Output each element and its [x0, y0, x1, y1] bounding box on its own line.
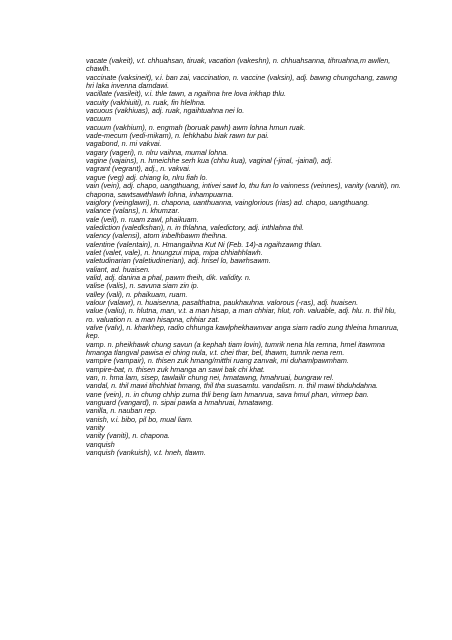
dictionary-entry: vanquish (vankuish), v.t. hneh, tlawm.	[86, 448, 206, 458]
dictionary-entry: van, n. hma lam, sisep, tawlailir chung nei, hmatawng, hmahruai, bungraw rel.	[86, 373, 334, 383]
dictionary-entry: vanguard (vangard), n. sipai pawla a hmahruai, hmatawng.	[86, 398, 274, 408]
dictionary-entry: vane (vein), n. in chung chhip zuma thli beng lam hmanrua, sava hmul phan, virmep ban.	[86, 389, 369, 399]
dictionary-entry: valance (valans), n. khumzar.	[86, 206, 180, 216]
dictionary-entry: value (valiu), n. hlutna, man, v.t. a man hisap, a man chhiar, hlut, roh. valuable, adj. hlu. n. thil hlu, ro. valuation n. a man hisapna, chhiar zat.	[86, 306, 397, 324]
dictionary-entry: valentine (valentain), n. Hmangaihna Kut Ni (Feb. 14)-a ngaihzawng thlan.	[86, 239, 323, 249]
dictionary-entry: vampire-bat, n. thisen zuk hmanga an sawi bak chi khat.	[86, 364, 265, 374]
dictionary-entry: vaiglory (veinglawri), n. chapona, uanthuanna, vainglorious (rias) ad. chapo, uangthuang.	[86, 197, 370, 207]
dictionary-entry: valve (valv), n. kharkhep, radio chhunga kawlphekhawnvar anga siam radio zung thleina hmanrua, kep.	[86, 323, 399, 341]
dictionary-entry: vague (veg) adj. chiang lo, nlru fiah lo.	[86, 172, 208, 182]
dictionary-entry: vagine (vajains), n. hmeichhe serh kua (chhu kua), vaginal (-jinal, -jainal), adj.	[86, 156, 333, 166]
dictionary-entry: vanquish	[86, 439, 115, 449]
dictionary-entry: vacillate (vasileit), v.i. thle tawn, a ngaihna hre lova inkhap thlu.	[86, 89, 287, 99]
dictionary-entry: vagrant (vegrant), adj., n. vakvai.	[86, 164, 191, 174]
dictionary-entry: vale (veil), n. ruam zawl, phaikuam.	[86, 214, 199, 224]
dictionary-entry: vacuity (vakhiuiti), n. ruak, fin hlelhna.	[86, 97, 206, 107]
dictionary-entry: valetudinarian (valetiudinerian), adj. hrisel lo, bawrhsawm.	[86, 256, 271, 266]
dictionary-entry: vacuum (vakhium), n. engmah (boruak pawh) awm lohna hmun ruak.	[86, 122, 306, 132]
dictionary-entry: valley (vali), n. phaikuam, ruam.	[86, 289, 188, 299]
dictionary-entry: vanish, v.i. bibo, pil bo, mual liam.	[86, 414, 193, 424]
dictionary-entry: vacate (vakeit), v.t. chhuahsan, tiruak, vacation (vakeshn), n. chhuahsanna, tihruahna,m awllen, chawlh.	[86, 56, 391, 74]
dictionary-entry: valid, adj. danina a phal, pawm theih, dik. validity. n.	[86, 272, 251, 282]
dictionary-entry: vacuum	[86, 114, 112, 124]
dictionary-entry: valediction (valedkshan), n. in thlahna, valedictory, adj. inthlahna thil.	[86, 222, 305, 232]
dictionary-entry: vanilla, n. nauban rep.	[86, 406, 157, 416]
dictionary-entry: vandal, n. thil mawi tihchhiat hmang, thil tha suasamtu. vandalism. n. thil mawi tihduhdahna.	[86, 381, 379, 391]
dictionary-entry: vacuous (vakhiuas), adj. ruak, ngaihtuahna nei lo.	[86, 106, 245, 116]
dictionary-entry: vagary (vageri), n. nlru vaihna, mumal lohna.	[86, 147, 229, 157]
dictionary-entry: vagabond, n. mi vakvai.	[86, 139, 162, 149]
dictionary-entry: valise (valis), n. savuna siam zin ip.	[86, 281, 199, 291]
dictionary-entry: vanity (vaniti), n. chapona.	[86, 431, 170, 441]
dictionary-entry: vaccinate (vaksineit), v.i. ban zai, vaccination, n. vaccine (vaksin), adj. bawng chungchang, zawng hri laka invenna damdawi.	[86, 72, 398, 91]
dictionary-entry: vamp. n. pheikhawk chung savun (a kephah tiam lovin), tumrik nena hla remna, hmel itawmna hmanga tlangval pawisa ei ching nula, v.t. chei thar, bel, thawm, tumrik nena rem.	[86, 339, 385, 358]
dictionary-entry: vade-mecum (vedi-mikam), n. lehkhabu biak rawn tur pai.	[86, 131, 269, 141]
dictionary-entry: valet (valet, vale), n. hnungzui mipa, mipa chhiahhlawh.	[86, 247, 263, 257]
dictionary-entries	[86, 57, 402, 458]
dictionary-entry: vanity	[86, 423, 105, 433]
dictionary-entry: valour (valawr), n. huaisenna, pasalthatna, paukhauhna. valorous (-ras), adj. huaisen.	[86, 297, 359, 307]
dictionary-entry: valency (valensi), atom inbelhbawm theihna.	[86, 231, 228, 241]
dictionary-entry: vampire (vampair), n. thisen zuk hmang/mitthi ruang zanvak, mi duhamlpawmham.	[86, 356, 349, 366]
dictionary-entry: vain (vein), adj. chapo, uangthuang, intivei sawt lo, thu fun lo vainness (veinnes), vanity (vaniti), nn. chapona, sawtsawthlawh lohna, inhampuarna.	[86, 181, 401, 199]
dictionary-entry: valiant, ad. huaisen.	[86, 264, 150, 274]
